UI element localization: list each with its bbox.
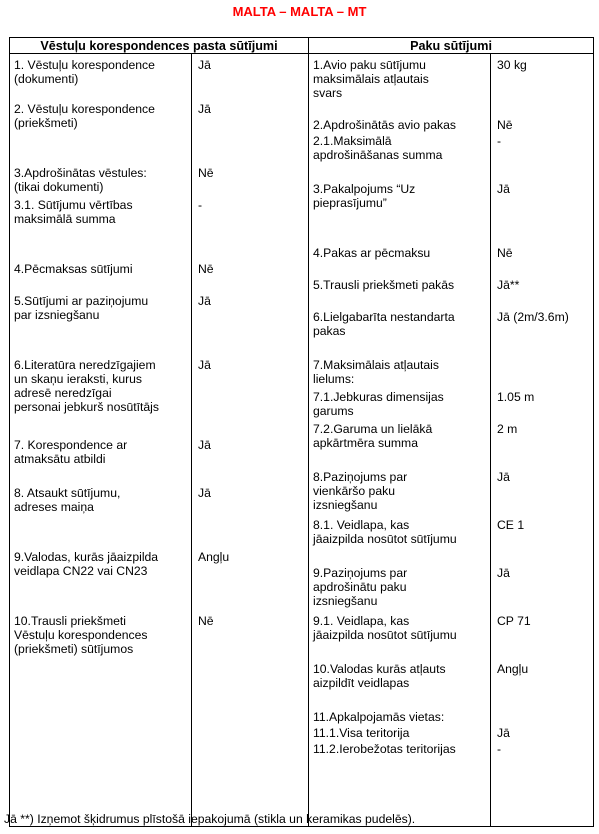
parcels-item-label: 4.Pakas ar pēcmaksu (313, 246, 431, 260)
parcels-item-value: Jā (497, 182, 510, 196)
letters-item-label: 4.Pēcmaksas sūtījumi (14, 262, 133, 276)
parcels-item-label: 2.Apdrošinātās avio pakas (313, 118, 456, 132)
letters-labels (10, 54, 192, 827)
parcels-item-value: Jā (497, 566, 510, 580)
letters-item-value: Nē (198, 166, 214, 180)
parcels-item-label: 9.1. Veidlapa, kas jāaizpilda nosūtot sūtījumu (313, 614, 457, 642)
letters-item-label: 6.Literatūra neredzīgajiem un skaņu ieraksti, kurus adresē neredzīgai personai jebkurš nosūtītājs (14, 358, 159, 414)
parcels-item-value: CE 1 (497, 518, 525, 532)
parcels-item-label: 3.Pakalpojums “Uz pieprasījumu” (313, 182, 416, 210)
parcels-item-value: Jā (497, 470, 510, 484)
parcels-values (491, 54, 594, 827)
parcels-item-label: 7.1.Jebkuras dimensijas garums (313, 390, 444, 418)
parcels-item-value: CP 71 (497, 614, 531, 628)
letters-item-value: Jā (198, 58, 211, 72)
parcels-item-value: 30 kg (497, 58, 527, 72)
footnote: Jā **) Izņemot šķidrumus plīstošā iepakojumā (stikla un keramikas pudelēs). (4, 812, 416, 826)
parcels-item-label: 6.Lielgabarīta nestandarta pakas (313, 310, 455, 338)
letters-item-value: Nē (198, 262, 214, 276)
parcels-item-label: 9.Paziņojums par apdrošinātu paku izsniegšanu (313, 566, 408, 608)
letters-item-value: Jā (198, 438, 211, 452)
parcels-item-value: - (497, 134, 502, 148)
content-row (10, 54, 594, 827)
parcels-item-value: Jā (2m/3.6m) (497, 310, 569, 324)
letters-item-label: 10.Trausli priekšmeti Vēstuļu korespondences (priekšmeti) sūtījumos (14, 614, 148, 656)
parcels-item-label: 10.Valodas kurās atļauts aizpildīt veidlapas (313, 662, 446, 690)
parcels-item-label: 7.Maksimālais atļautais lielums: (313, 358, 439, 386)
parcels-item-value: Angļu (497, 662, 529, 676)
parcels-item-value: 2 m (497, 422, 518, 436)
letters-values (192, 54, 309, 827)
service-table (9, 37, 594, 827)
parcels-item-value: Nē (497, 118, 513, 132)
parcels-item-value: Jā (497, 726, 510, 740)
parcels-item-label: 11.2.Ierobežotas teritorijas (313, 742, 456, 756)
letters-item-label: 5.Sūtījumi ar paziņojumu par izsniegšanu (14, 294, 149, 322)
letters-item-label: 9.Valodas, kurās jāaizpilda veidlapa CN22 vai CN23 (14, 550, 159, 578)
letters-header: Vēstuļu korespondences pasta sūtījumi (10, 38, 309, 54)
parcels-item-value: - (497, 742, 502, 756)
letters-item-value: Jā (198, 294, 211, 308)
letters-item-value: Jā (198, 102, 211, 116)
parcels-item-label: 11.Apkalpojamās vietas: (313, 710, 445, 724)
letters-item-label: 2. Vēstuļu korespondence (priekšmeti) (14, 102, 155, 130)
page-title: MALTA – MALTA – MT (232, 4, 367, 19)
parcels-item-label: 8.1. Veidlapa, kas jāaizpilda nosūtot sūtījumu (313, 518, 457, 546)
letters-item-label: 3.1. Sūtījumu vērtības maksimālā summa (14, 198, 133, 226)
parcels-item-label: 1.Avio paku sūtījumu maksimālais atļautais svars (313, 58, 429, 100)
letters-item-value: Nē (198, 614, 214, 628)
letters-item-label: 8. Atsaukt sūtījumu, adreses maiņa (14, 486, 121, 514)
letters-item-value: Jā (198, 486, 211, 500)
letters-item-label: 1. Vēstuļu korespondence (dokumenti) (14, 58, 155, 86)
parcels-item-label: 11.1.Visa teritorija (313, 726, 410, 740)
letters-item-value: - (198, 198, 203, 212)
parcels-item-label: 2.1.Maksimālā apdrošināšanas summa (313, 134, 443, 162)
letters-item-value: Angļu (198, 550, 230, 564)
header-row (10, 38, 594, 54)
parcels-header: Paku sūtījumi (309, 38, 594, 54)
parcels-item-label: 5.Trausli priekšmeti pakās (313, 278, 455, 292)
parcels-item-label: 7.2.Garuma un lielākā apkārtmēra summa (313, 422, 433, 450)
parcels-item-value: 1.05 m (497, 390, 535, 404)
letters-item-label: 3.Apdrošinātas vēstules: (tikai dokumenti) (14, 166, 147, 194)
parcels-labels (309, 54, 491, 827)
parcels-item-value: Nē (497, 246, 513, 260)
letters-item-value: Jā (198, 358, 211, 372)
letters-item-label: 7. Korespondence ar atmaksātu atbildi (14, 438, 128, 466)
parcels-item-value: Jā** (497, 278, 520, 292)
parcels-item-label: 8.Paziņojums par vienkāršo paku izsniegšanu (313, 470, 408, 512)
